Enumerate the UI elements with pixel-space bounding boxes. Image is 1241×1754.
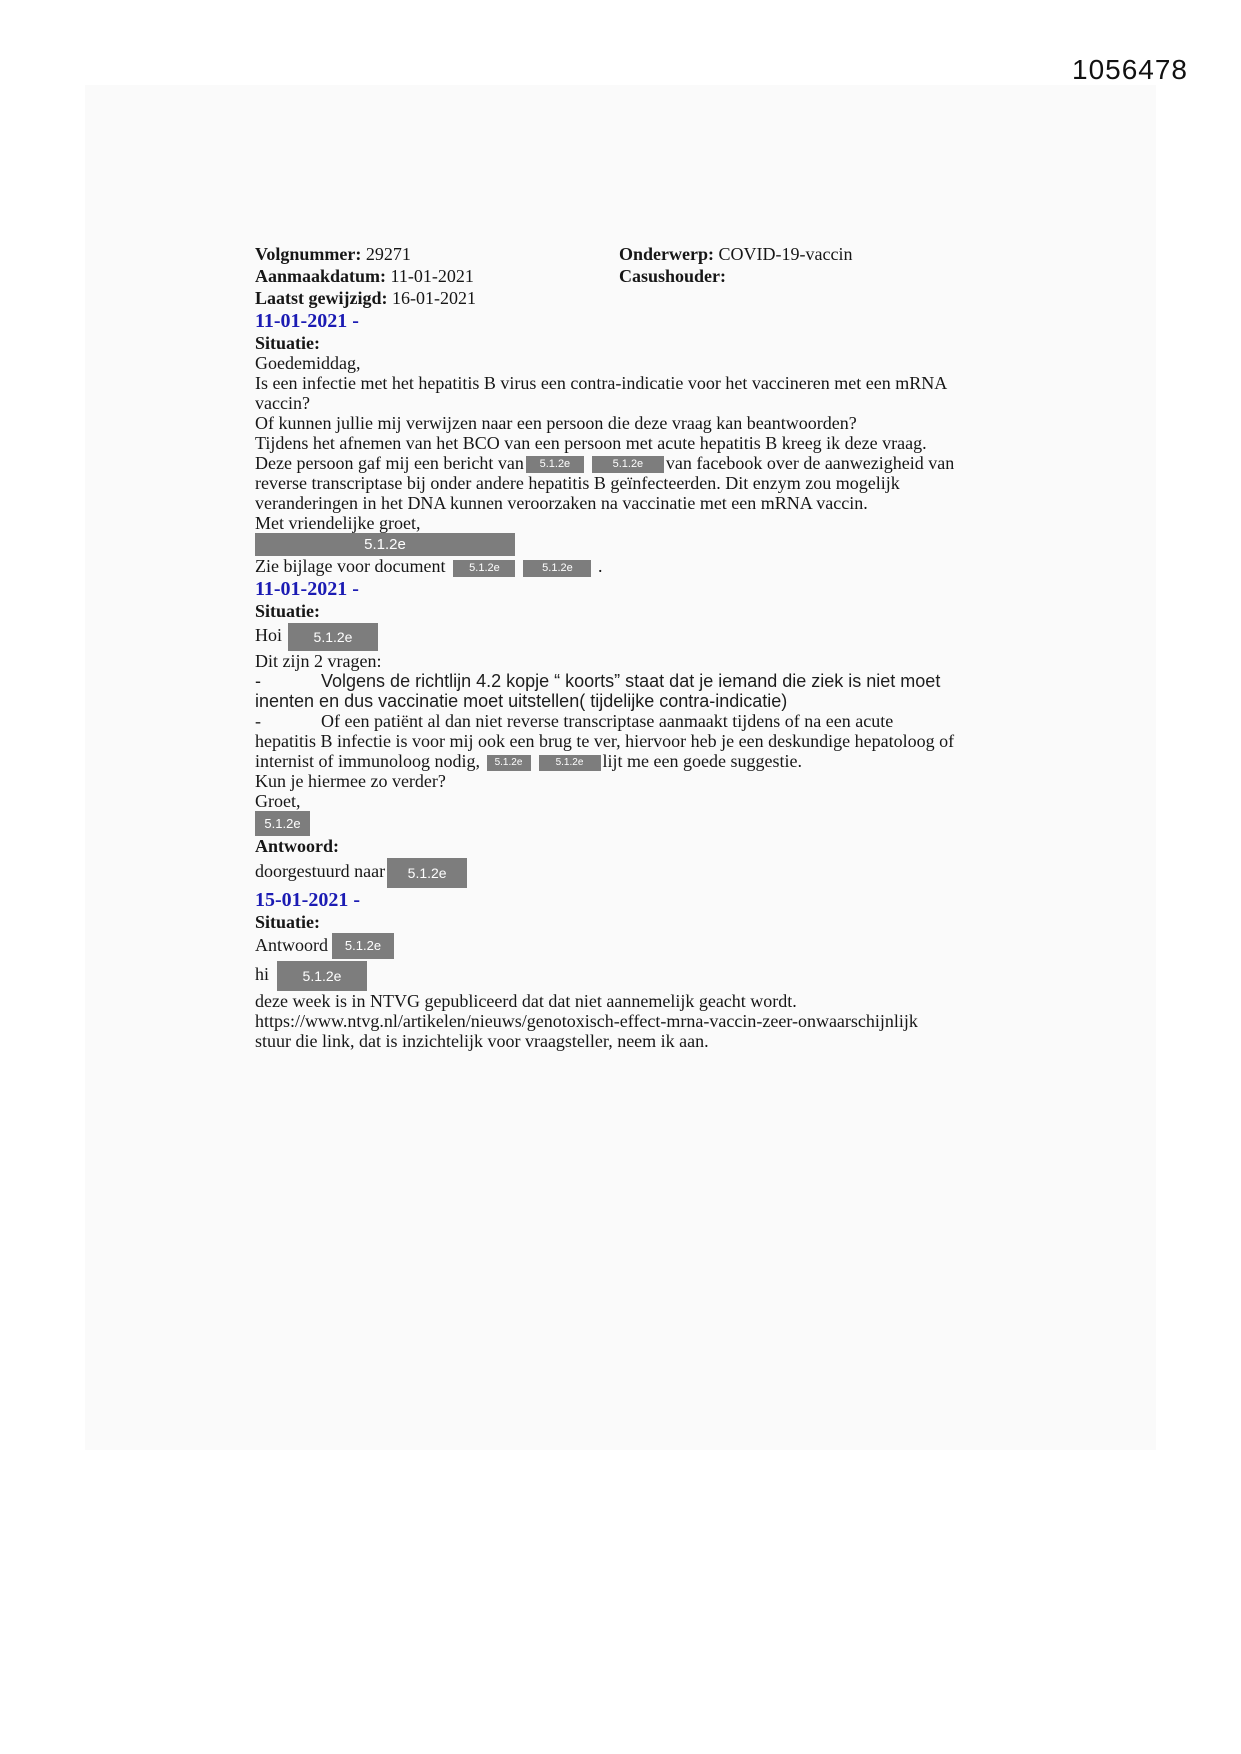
casushouder-field: [619, 265, 955, 287]
question-2: Of kunnen jullie mij verwijzen naar een persoon die deze vraag kan beantwoorden?: [255, 413, 857, 433]
bullet-2-text-after: lijt me een goede suggestie.: [602, 750, 802, 771]
hi-text: hi: [255, 964, 270, 985]
antwoord-label: Antwoord:: [255, 835, 339, 856]
redaction-box: 5.1.2e: [288, 623, 378, 651]
bullet-dash: -: [255, 710, 261, 731]
onderwerp-value: COVID-19-vaccin: [718, 244, 853, 264]
hoi-line: [255, 621, 955, 651]
attachment-period: .: [597, 556, 603, 577]
paragraph-bericht: [255, 453, 955, 513]
volgnummer-label: Volgnummer:: [255, 244, 362, 264]
situatie-label: Situatie:: [255, 600, 320, 621]
redaction-box: 5.1.2e: [592, 456, 664, 473]
antwoord-word: Antwoord: [255, 934, 328, 955]
attachment-line: [255, 556, 955, 576]
laatst-gewijzigd-label: Laatst gewijzigd:: [255, 288, 388, 308]
bullet-2: [255, 711, 955, 771]
entry-date-heading: 11-01-2021 -: [255, 310, 359, 332]
redaction-bar: 5.1.2e: [255, 533, 515, 556]
document-number: 1056478: [1072, 54, 1189, 85]
redaction-box: 5.1.2e: [526, 456, 584, 473]
bullet-1-text: Volgens de richtlijn 4.2 kopje “ koorts” staat dat je iemand die ziek is niet moet inenten en dus vaccinatie moet uitstellen( tijdelijke contra-indicatie): [255, 670, 941, 711]
hi-line: [255, 959, 955, 991]
document-content: [255, 243, 955, 1051]
redaction-box: 5.1.2e: [523, 560, 591, 577]
greeting-text: Goedemiddag,: [255, 353, 361, 373]
entry-date-heading: 11-01-2021 -: [255, 577, 359, 600]
attachment-text: Zie bijlage voor document: [255, 556, 446, 577]
aanmaakdatum-label: Aanmaakdatum:: [255, 266, 387, 286]
bullet-1: [255, 671, 955, 711]
laatst-gewijzigd-field: [255, 287, 619, 309]
question-3: Tijdens het afnemen van het BCO van een persoon met acute hepatitis B kreeg ik deze vraag.: [255, 433, 927, 453]
redaction-box: 5.1.2e: [387, 858, 467, 888]
bullet-dash: -: [255, 670, 261, 691]
situatie-label: Situatie:: [255, 333, 320, 353]
redaction-box: 5.1.2e: [332, 933, 394, 959]
ntvg-line: deze week is in NTVG gepubliceerd dat dat niet aannemelijk geacht wordt.: [255, 991, 797, 1012]
header-row-1: [255, 243, 955, 265]
header-row-3: [255, 287, 955, 309]
onderwerp-label: Onderwerp:: [619, 244, 714, 264]
bericht-text-before: Deze persoon gaf mij een bericht van: [255, 453, 524, 473]
onderwerp-field: [619, 243, 955, 265]
hoi-text: Hoi: [255, 624, 282, 645]
laatst-gewijzigd-value: 16-01-2021: [391, 288, 476, 308]
aanmaakdatum-field: [255, 265, 619, 287]
casushouder-label: Casushouder:: [619, 266, 727, 286]
verder-question: Kun je hiermee zo verder?: [255, 770, 446, 791]
closing-text: Met vriendelijke groet,: [255, 513, 421, 534]
situatie-label: Situatie:: [255, 911, 320, 932]
doorgestuurd-line: [255, 856, 955, 888]
volgnummer-field: [255, 243, 619, 265]
groet-text: Groet,: [255, 790, 301, 811]
ntvg-link[interactable]: https://www.ntvg.nl/artikelen/nieuws/genotoxisch-effect-mrna-vaccin-zeer-onwaarschijnlijk: [255, 1011, 918, 1032]
redaction-box: 5.1.2e: [255, 811, 310, 836]
bericht-text-after: van facebook over de aanwezigheid van reverse transcriptase bij onder andere hepatitis B geïnfecteerden. Dit enzym zou mogelijk veranderingen in het DNA kunnen veroorzaken na vaccinatie met een mRNA vaccin.: [255, 453, 955, 514]
redaction-box: 5.1.2e: [277, 961, 367, 991]
antwoord-line: [255, 932, 955, 960]
entry-date-heading: 15-01-2021 -: [255, 888, 360, 911]
vragen-intro: Dit zijn 2 vragen:: [255, 650, 382, 671]
redaction-box: 5.1.2e: [453, 560, 515, 577]
redaction-box: 5.1.2e: [539, 755, 601, 771]
header-row-2: [255, 265, 955, 287]
redaction-box: 5.1.2e: [487, 755, 531, 771]
volgnummer-value: 29271: [365, 244, 411, 264]
question-1: Is een infectie met het hepatitis B virus een contra-indicatie voor het vaccineren met een mRNA vaccin?: [255, 373, 947, 413]
bullet-2-text-before: Of een patiënt al dan niet reverse transcriptase aanmaakt tijdens of na een acute hepatitis B infectie is voor mij ook een brug te ver, hiervoor heb je een deskundige hepatoloog of internist of immunoloog nodig,: [255, 710, 955, 771]
stuur-line: stuur die link, dat is inzichtelijk voor vraagsteller, neem ik aan.: [255, 1031, 709, 1052]
aanmaakdatum-value: 11-01-2021: [390, 266, 474, 286]
doorgestuurd-text: doorgestuurd naar: [255, 860, 386, 881]
